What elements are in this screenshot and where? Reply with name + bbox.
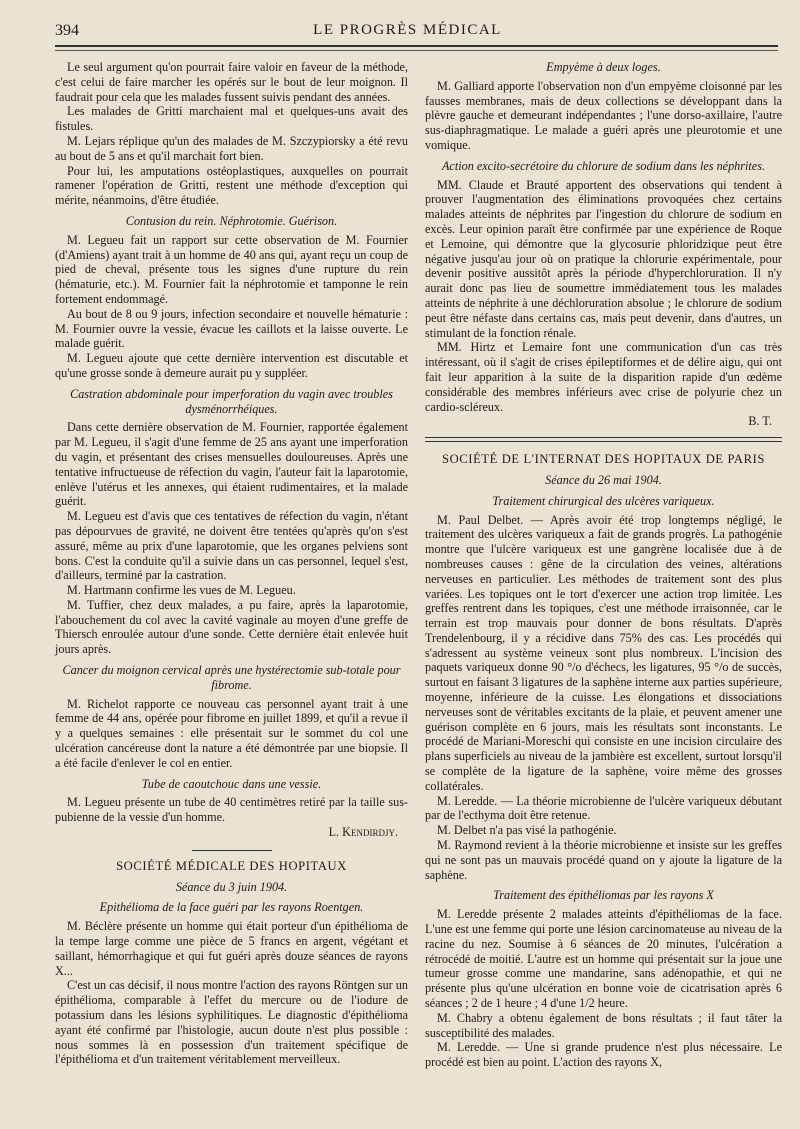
subheading: Traitement chirurgical des ulcères variqueux. <box>492 493 715 508</box>
page-header <box>55 22 760 44</box>
paragraph: MM. Hirtz et Lemaire font une communication d'un cas très intéressant, où il s'agit de crises épileptiformes et de délire aigu, qui ont fait leur apparition à la suite de la disparition rapide d'un œdème considérable des membres inférieurs avec crise de polyurie chez un cardio-scléreux. <box>425 340 782 414</box>
paragraph: M. Leredde. — Une si grande prudence n'est plus nécessaire. Le procédé est bien au point. L'action des rayons X, <box>425 1040 782 1070</box>
paragraph: M. Legueu fait un rapport sur cette observation de M. Fournier (d'Amiens) ayant trait à un homme de 40 ans qui, ayant reçu un coup de pied de cheval, présente tous les signes d'une rupture du rein (hématurie, etc.). M. Fournier fait la néphrotomie et tamponne le rein fortement endommagé. <box>55 232 408 306</box>
subheading: Traitement des épithéliomas par les rayons X <box>493 888 714 903</box>
paragraph: M. Delbet n'a pas visé la pathogénie. <box>437 823 617 838</box>
paragraph: M. Chabry a obtenu également de bons résultats ; il faut tâter la susceptibilité des malades. <box>425 1010 782 1040</box>
subheading: Castration abdominale pour imperforation du vagin avec troubles dysménorrhéiques. <box>70 386 393 416</box>
paragraph: M. Legueu ajoute que cette dernière intervention est discutable et qu'une grosse sonde à demeure aurait pu y suppléer. <box>55 351 408 380</box>
paragraph: M. Hartmann confirme les vues de M. Legueu. <box>67 583 296 598</box>
paragraph: Pour lui, les amputations ostéoplastiques, auxquelles on pourrait ramener l'opération de Gritti, restent une méthode d'exception qui mérite, néanmoins, d'être étudiée. <box>55 163 408 208</box>
paragraph: Les malades de Gritti marchaient mal et quelques-uns avait des fistules. <box>55 104 408 134</box>
section-title: SOCIÉTÉ MÉDICALE DES HOPITAUX <box>116 858 347 873</box>
session-date: Séance du 26 mai 1904. <box>545 472 662 487</box>
session-date: Séance du 3 juin 1904. <box>175 879 288 894</box>
section-divider <box>192 850 272 851</box>
subheading: Empyème à deux loges. <box>546 60 661 74</box>
paragraph: M. Leredde. — La théorie microbienne de l'ulcère variqueux débutant par de l'ecthyma doit être retenue. <box>425 793 782 823</box>
section-divider <box>425 437 782 442</box>
header-rule <box>55 45 778 51</box>
running-title: LE PROGRÈS MÉDICAL <box>313 22 502 38</box>
paragraph: Dans cette dernière observation de M. Fournier, rapportée également par M. Legueu, il s'agit d'une femme de 25 ans ayant une imperforation du vagin, et présentant des crises mensuelles douloureuses. Après une tentative infructueuse de réfection du vagin, l'auteur fait la laparotomie, enlève l'utérus et les annexes, qui étaient rudimentaires, et la malade guérit. <box>55 420 408 509</box>
paragraph: M. Raymond revient à la théorie microbienne et insiste sur les greffes qui ne sont pas un mauvais procédé quand on y ajoute la ligature de la saphène. <box>425 838 782 882</box>
subheading: Tube de caoutchouc dans une vessie. <box>141 776 322 791</box>
section-title: SOCIÉTÉ DE L'INTERNAT DES HOPITAUX DE PARIS <box>441 452 766 467</box>
paragraph: M. Paul Delbet. — Après avoir été trop longtemps négligé, le traitement des ulcères variqueux a fait de grands progrès. La pathogénie montre que l'ulcère variqueux est une gangrène localisée due à de nombreuses causes : gêne de la circulation des veines, altérations nerveuses en particulier. Les méthodes de traitement sont des plus variées. Les topiques ont le tort d'exercer une action trop limitée. Les greffes rentrent dans les topiques, c'est une méthode irraisonnée, car le terrain est trop mauvais pour donner de bons résultats. D'après Trendelenbourg, il y a récidive dans 75% des cas. Les procédés qui s'adressent au système veineux sont plus nombreux. L'incision des paquets variqueux donne 90 °/o d'échecs, les ligatures, 95 °/o de succès, surtout en faisant 3 ligatures de la saphène interne aux parties supérieure, moyenne, inférieure de la cuisse. Les élongations et dissociations nerveuses sont de véritables excitants de la plaie, et peuvent amener une guérison complète en 6 jours, mais les résultats sont inconstants. Le procédé de Mariani-Moreschi qui consiste en une incision circulaire des plans superficiels au niveau de la jambière est excellent, surtout lorsqu'il se complète de la ligature de la saphène, voire même des grosses collatérales. <box>425 512 782 793</box>
right-column <box>425 60 782 1070</box>
signature: B. T. <box>748 414 772 429</box>
subheading: Cancer du moignon cervical après une hystérectomie sub-totale pour fibrome. <box>62 663 401 692</box>
subheading: Epithélioma de la face guéri par les rayons Roentgen. <box>99 900 364 915</box>
paragraph: MM. Claude et Brauté apportent des observations qui tendent à prouver l'augmentation des éliminations provoquées chez certains malades atteints de néphrites par l'ingestion du chlorure de sodium en excès. Leur opinion paraît être confirmée par une expérience de Roque et Lemoine, qui démontre que la glycosurie phloridzique peut être négative jusqu'au jour où on pratique la chlorurie expérimentale, pour devenir positive aussitôt après la période d'hyperchloruration. Il n'y aurait donc pas lieu de soumettre immédiatement tous les malades atteints de néphrite à une déchloruration absolue ; le chlorure de sodium peut être néfaste dans certains cas, mais peut devenir, dans d'autres, un stimulant de la fonction rénale. <box>425 177 782 340</box>
signature: L. Kendirdjy. <box>328 825 398 840</box>
paragraph: M. Galliard apporte l'observation non d'un empyème cloisonné par les fausses membranes, mais de deux collections se développant dans la plèvre gauche et demeurant indépendantes ; l'une dorso-axillaire, l'autre sus-diaphragmatique. Le malade a guéri après une pleurotomie et une vomique. <box>425 78 782 152</box>
paragraph: Le seul argument qu'on pourrait faire valoir en faveur de la méthode, c'est celui de faire marcher les opérés sur le bout de leur moignon. Il faudrait pour cela que les malades fussent suivis pendant des années. <box>55 60 408 104</box>
paragraph: M. Legueu présente un tube de 40 centimètres retiré par la taille sus-pubienne de la vessie d'un homme. <box>55 795 408 825</box>
paragraph: M. Richelot rapporte ce nouveau cas personnel ayant trait à une femme de 44 ans, opérée pour fibrome en juillet 1899, et qu'il a revue il y a quelques semaines : elle présentait sur le sommet du col une ulcération cancéreuse dont la nature a été démontrée par une biopsie. Il a été facile d'enlever le col en entier. <box>55 696 408 770</box>
page-number: 394 <box>55 22 79 39</box>
paragraph: C'est un cas décisif, il nous montre l'action des rayons Röntgen sur un épithélioma, comparable à l'effet du mercure ou de l'iodure de potassium dans les lésions syphilitiques. Le diagnostic d'épithélioma ayant été confirmé par l'histologie, aucun doute n'est plus possible : nous sommes là en possession d'un traitement spécifique de l'épithélioma et d'un traitement véritablement merveilleux. <box>55 978 408 1067</box>
subheading: Contusion du rein. Néphrotomie. Guérison. <box>125 213 338 228</box>
paragraph: M. Lejars réplique qu'un des malades de M. Szczypiorsky a été revu au bout de 5 ans et qu'il marchait fort bien. <box>55 133 408 163</box>
paragraph: Au bout de 8 ou 9 jours, infection secondaire et nouvelle hématurie : M. Fournier ouvre la vessie, évacue les caillots et la laisse ouverte. Le malade guérit. <box>55 306 408 351</box>
paragraph: M. Leredde présente 2 malades atteints d'épithéliomas de la face. L'une est une femme qui porte une lésion carcinomateuse au niveau de la racine du nez. Soumise à 6 séances de 20 minutes, l'ulcération a rétrocédé de moitié. L'autre est un homme qui présentait sur la joue une tumeur grosse comme une mandarine, sans adénopathie, et qui ne présente plus qu'une ulcération en bonne voie de cicatrisation après 6 séances ; 2 de 1 heure ; 4 d'une 1/2 heure. <box>425 907 782 1011</box>
left-column <box>55 60 408 1067</box>
paragraph: M. Tuffier, chez deux malades, a pu faire, après la laparotomie, l'abouchement du col avec la cavité vaginale au moyen d'une greffe de Thiersch enroulée autour d'une sonde. Cette dernière était enlevée huit jours après. <box>55 597 408 657</box>
subheading: Action excito-secrétoire du chlorure de sodium dans les néphrites. <box>441 158 765 173</box>
paragraph: M. Legueu est d'avis que ces tentatives de réfection du vagin, n'étant pas dépourvues de gravité, ne doivent être tentées qu'après qu'on s'est assuré, même au prix d'une laparotomie, que les organes pelviens sont bons. C'est la conduite qu'il a suivie dans un cas personnel, lequel s'est, d'ailleurs, terminé par la castration. <box>55 509 408 583</box>
paragraph: M. Béclère présente un homme qui était porteur d'un épithélioma de la tempe large comme une pièce de 5 francs en argent, végétant et saillant, hémorrhagique et qui fut guéri après douze séances de rayons X... <box>55 919 408 978</box>
